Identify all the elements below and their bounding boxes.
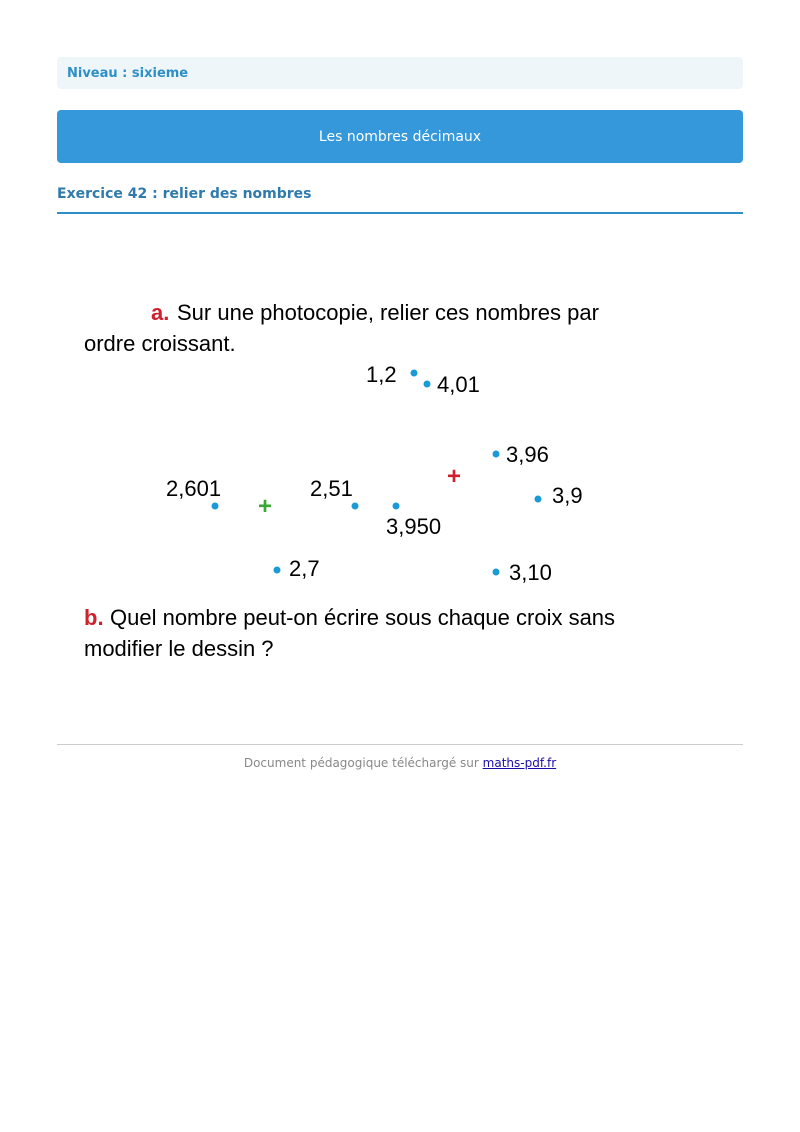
number-3-950: 3,950 [386,514,442,539]
red-cross: + [447,463,462,490]
exercise-title: Exercice 42 : relier des nombres [57,186,743,214]
footer-link[interactable]: maths-pdf.fr [482,756,557,770]
dot-3-10 [493,569,500,576]
part-b-marker: b. [84,605,104,630]
footer [57,756,743,770]
level-label: Niveau : sixieme [67,65,189,81]
dot-3-950 [393,503,400,510]
green-cross: + [258,493,273,520]
number-2-601: 2,601 [166,476,222,501]
exercise-figure [60,270,740,690]
footer-divider [57,744,743,745]
part-a-line2: ordre croissant. [84,331,236,356]
footer-text: Document pédagogique téléchargé sur [243,756,479,770]
part-a-marker: a. [151,300,170,325]
number-1-2: 1,2 [366,362,397,387]
part-a-line1: Sur une photocopie, relier ces nombres par [177,300,599,325]
number-4-01: 4,01 [437,372,480,397]
part-b-line1: Quel nombre peut-on écrire sous chaque croix sans [110,605,616,630]
part-b-line2: modifier le dessin ? [84,636,274,661]
chapter-title: Les nombres décimaux [318,128,482,145]
exercise-svg [60,270,740,690]
dot-2-7 [274,567,281,574]
dot-3-96 [493,451,500,458]
dot-2-601 [212,503,219,510]
number-3-96: 3,96 [506,442,549,467]
title-banner [57,110,743,163]
number-3-9: 3,9 [552,483,583,508]
dot-1-2 [411,370,418,377]
number-3-10: 3,10 [509,560,552,585]
number-2-51: 2,51 [310,476,353,501]
dot-2-51 [352,503,359,510]
dot-4-01 [424,381,431,388]
number-2-7: 2,7 [289,556,320,581]
level-box [57,57,743,89]
dot-3-9 [535,496,542,503]
